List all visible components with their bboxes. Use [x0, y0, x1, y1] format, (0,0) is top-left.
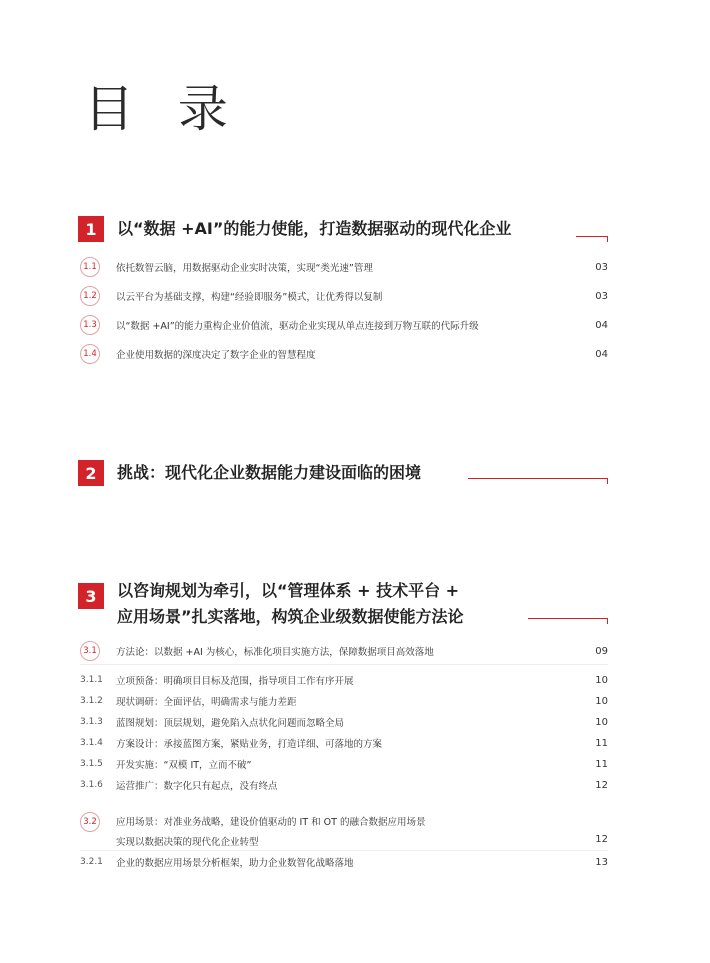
toc-subitem-3-1-5[interactable] [80, 755, 608, 773]
toc-page-number: 04 [595, 319, 608, 331]
toc-label: 立项预备：明确项目目标及范围，指导项目工作有序开展 [116, 676, 354, 687]
toc-label: 蓝图规划：顶层规划，避免陷入点状化问题而忽略全局 [116, 718, 345, 729]
toc-label: 依托数智云脑，用数据驱动企业实时决策，实现“类光速”管理 [116, 263, 373, 274]
section-2-heading[interactable] [78, 460, 421, 486]
toc-label: 开发实施：“双模 IT，立而不破” [116, 760, 252, 771]
section-2-number: 2 [78, 460, 104, 486]
toc-subitem-3-1-2[interactable] [80, 692, 608, 710]
section-1-number: 1 [78, 216, 104, 242]
section-3-heading[interactable] [78, 580, 464, 628]
toc-subitem-3-1-4[interactable] [80, 734, 608, 752]
toc-item-1-2[interactable] [80, 287, 608, 305]
toc-subitem-3-2-1[interactable] [80, 853, 608, 871]
toc-item-1-1[interactable] [80, 258, 608, 276]
section-1-rule [576, 236, 608, 237]
page-title: 目 录 [84, 80, 242, 138]
toc-sub-number: 3.1.5 [80, 759, 103, 769]
section-3-title [104, 580, 464, 628]
toc-page-number: 11 [595, 737, 608, 749]
toc-subitem-3-1-3[interactable] [80, 713, 608, 731]
toc-item-1-4[interactable] [80, 345, 608, 363]
toc-badge: 1.4 [80, 344, 100, 364]
toc-subitem-3-1-6[interactable] [80, 776, 608, 794]
section-3-number: 3 [78, 583, 104, 609]
toc-item-1-3[interactable] [80, 316, 608, 334]
section-1-heading[interactable] [78, 216, 511, 242]
section-3-title-line1: 以咨询规划为牵引，以“管理体系 + 技术平台 + [117, 581, 460, 600]
section-3-title-line2: 应用场景”扎实落地，构筑企业级数据使能方法论 [117, 607, 464, 626]
section-2-rule [468, 478, 608, 479]
toc-label: 方案设计：承接蓝图方案，紧贴业务，打造详细、可落地的方案 [116, 739, 383, 750]
toc-label: 以“数据 +AI”的能力重构企业价值流，驱动企业实现从单点连接到万物互联的代际升级 [116, 321, 479, 332]
toc-item-3-2[interactable] [80, 814, 608, 852]
divider [80, 850, 608, 851]
toc-label: 现状调研：全面评估，明确需求与能力差距 [116, 697, 297, 708]
toc-page-number: 09 [595, 645, 608, 657]
toc-page-number: 12 [595, 834, 608, 845]
toc-sub-number: 3.2.1 [80, 857, 103, 867]
toc-sub-number: 3.1.2 [80, 696, 103, 706]
toc-label: 运营推广：数字化只有起点，没有终点 [116, 781, 278, 792]
toc-page-number: 04 [595, 348, 608, 360]
toc-page-number: 13 [595, 856, 608, 868]
toc-sub-number: 3.1.3 [80, 717, 103, 727]
toc-badge: 1.3 [80, 315, 100, 335]
toc-page-number: 10 [595, 695, 608, 707]
toc-label: 方法论：以数据 +AI 为核心，标准化项目实施方法，保障数据项目高效落地 [116, 647, 434, 658]
section-2-title: 挑战：现代化企业数据能力建设面临的困境 [117, 463, 422, 482]
toc-label-line1: 应用场景：对准业务战略，建设价值驱动的 IT 和 OT 的融合数据应用场景 [116, 817, 426, 828]
toc-page-number: 03 [595, 290, 608, 302]
toc-badge: 3.1 [80, 641, 100, 661]
toc-label: 企业的数据应用场景分析框架，助力企业数智化战略落地 [116, 858, 354, 869]
toc-sub-number: 3.1.6 [80, 780, 103, 790]
toc-sub-number: 3.1.4 [80, 738, 103, 748]
section-1-title: 以“数据 +AI”的能力使能，打造数据驱动的现代化企业 [117, 219, 512, 238]
section-3-rule [528, 618, 608, 619]
toc-page-number: 11 [595, 758, 608, 770]
toc-page-number: 12 [595, 779, 608, 791]
toc-label: 以云平台为基础支撑，构建“经验即服务”模式，让优秀得以复制 [116, 292, 383, 303]
toc-page-number: 10 [595, 716, 608, 728]
toc-badge: 1.1 [80, 257, 100, 277]
toc-page-number: 03 [595, 261, 608, 273]
toc-badge: 1.2 [80, 286, 100, 306]
toc-label-line2: 实现以数据决策的现代化企业转型 [116, 837, 259, 848]
toc-label: 企业使用数据的深度决定了数字企业的智慧程度 [116, 350, 316, 361]
toc-page-number: 10 [595, 674, 608, 686]
toc-item-3-1[interactable] [80, 642, 608, 660]
toc-badge: 3.2 [80, 812, 100, 832]
toc-sub-number: 3.1.1 [80, 675, 103, 685]
divider [80, 664, 608, 665]
toc-subitem-3-1-1[interactable] [80, 671, 608, 689]
